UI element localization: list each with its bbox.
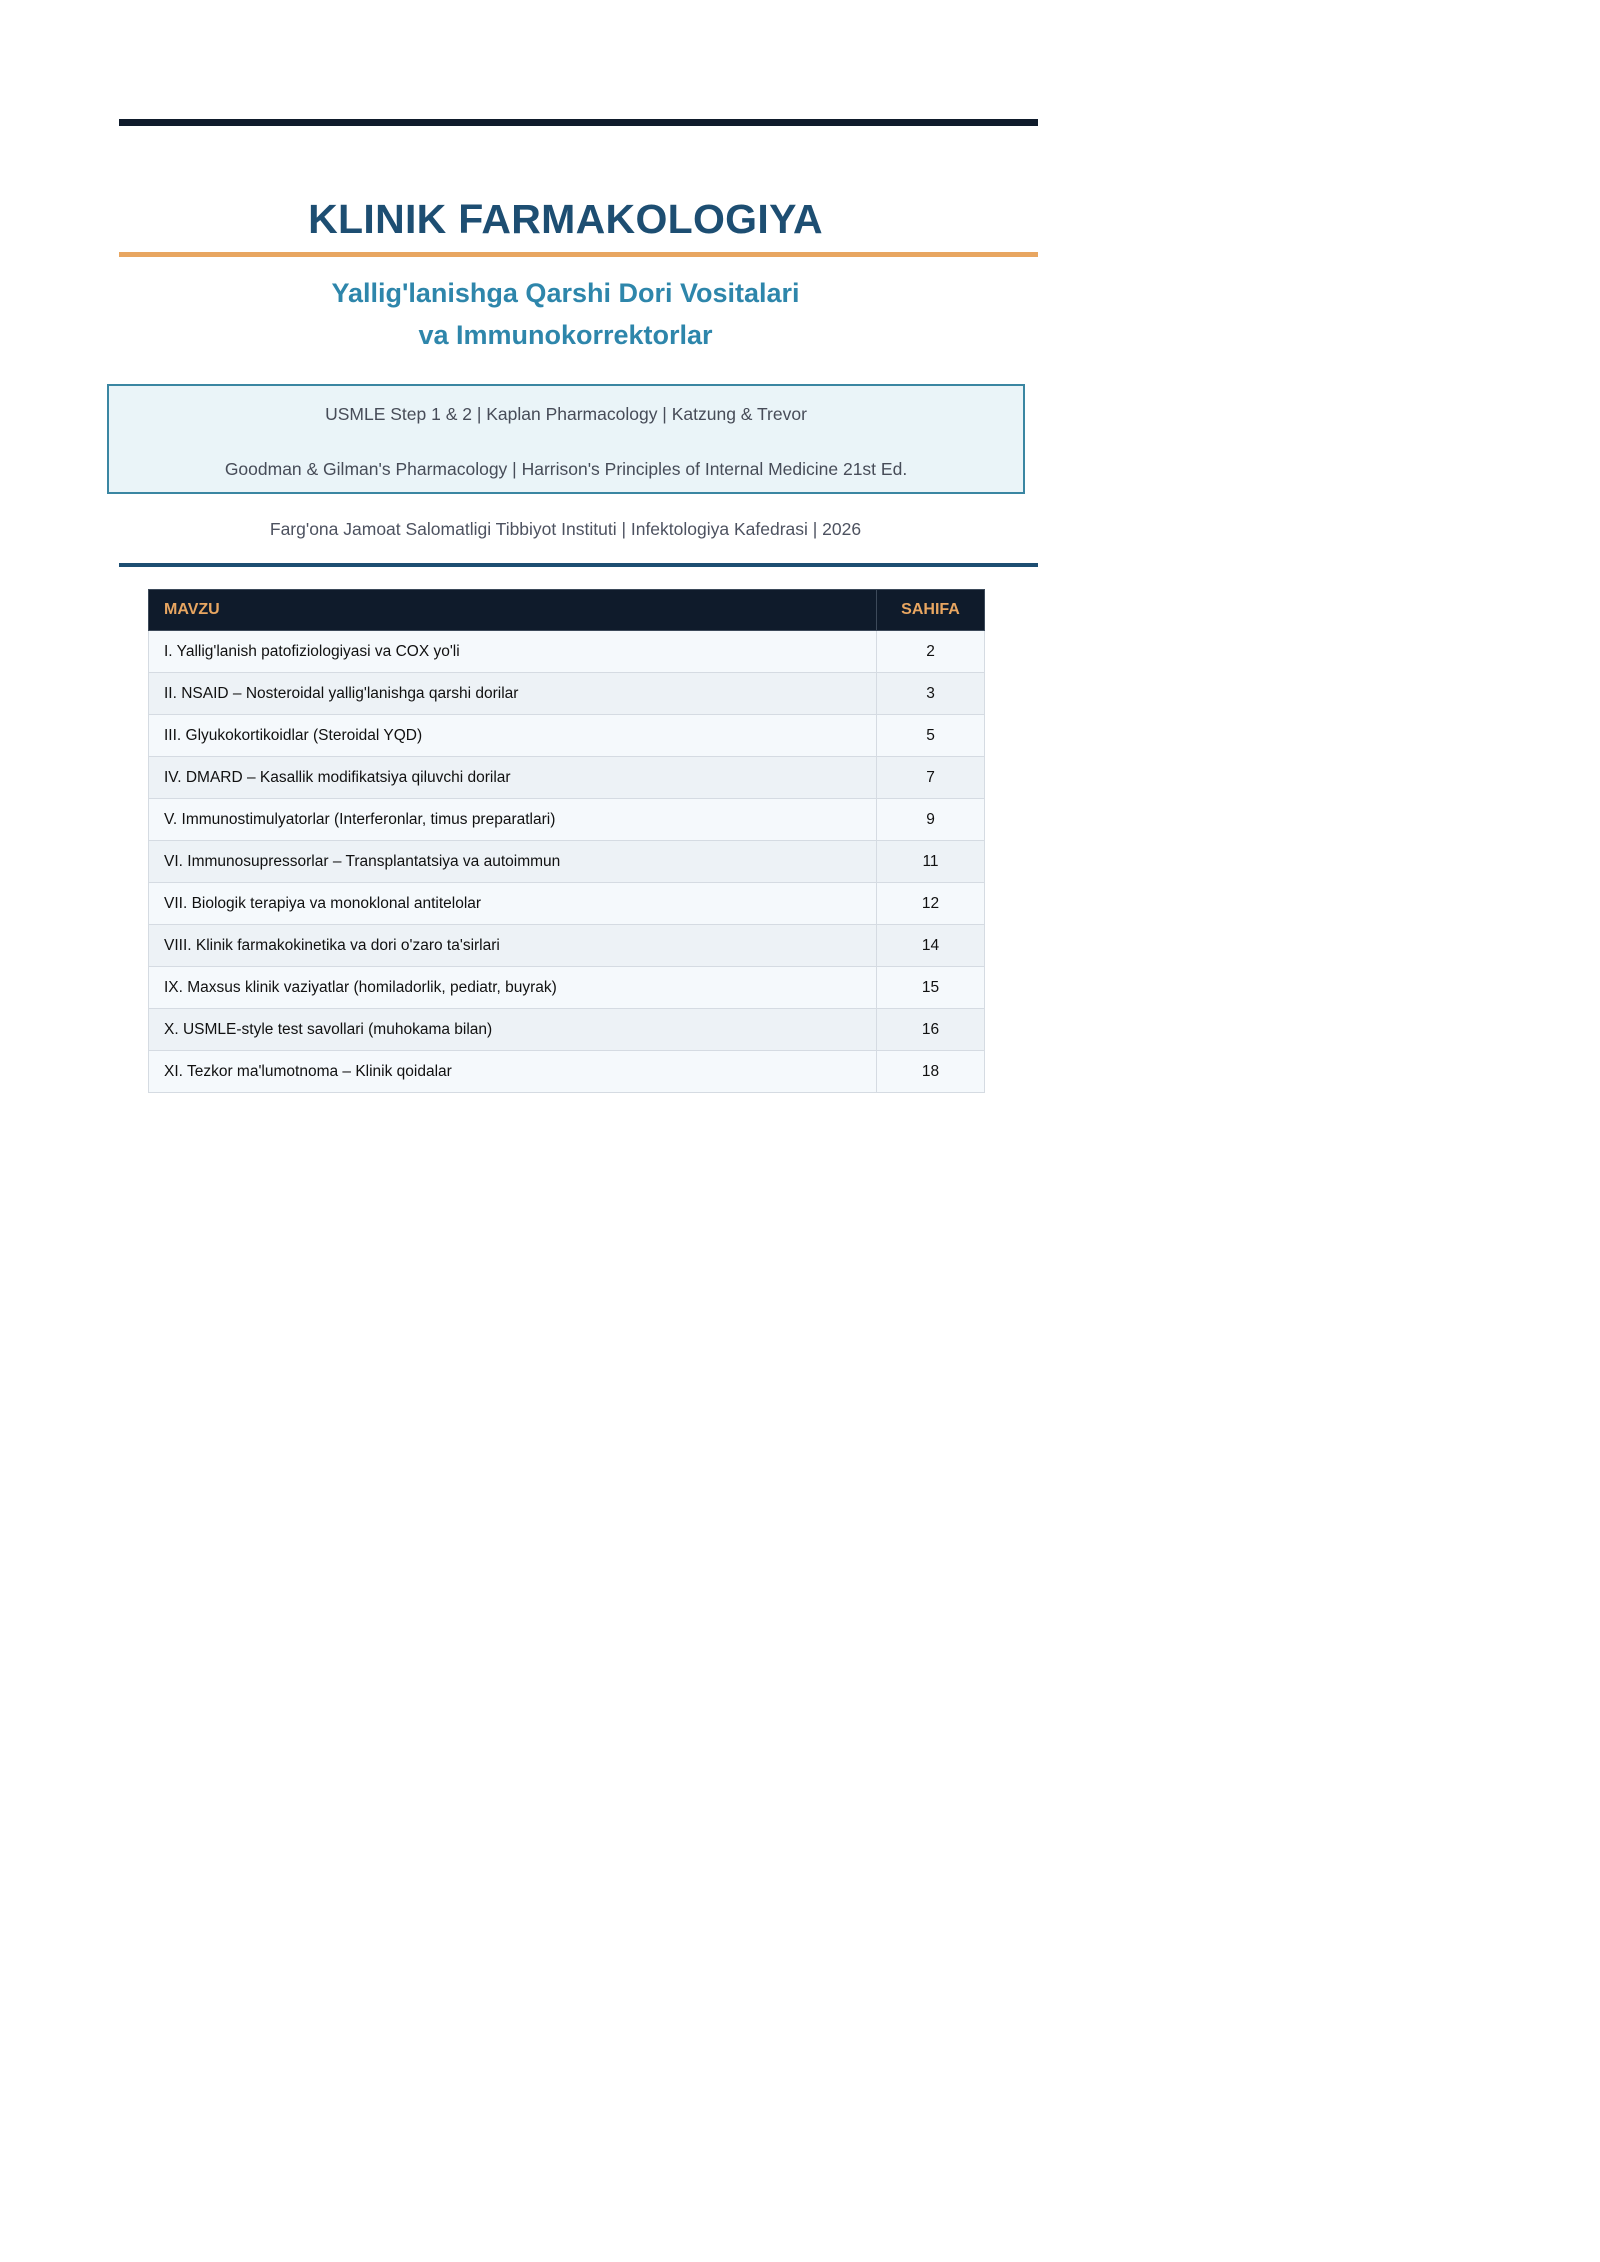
references-line-2: Goodman & Gilman's Pharmacology | Harrison's Principles of Internal Medicine 21st Ed. bbox=[224, 459, 908, 479]
toc-row bbox=[149, 715, 985, 757]
toc-topic: III. Glyukokortikoidlar (Steroidal YQD) bbox=[149, 715, 877, 757]
title-underline bbox=[119, 252, 1038, 257]
toc-row bbox=[149, 967, 985, 1009]
document-subtitle bbox=[0, 272, 1131, 356]
toc-page-number: 16 bbox=[877, 1009, 985, 1051]
toc-row bbox=[149, 841, 985, 883]
institute-line: Farg'ona Jamoat Salomatligi Tibbiyot Instituti | Infektologiya Kafedrasi | 2026 bbox=[269, 519, 862, 539]
toc-row bbox=[149, 925, 985, 967]
subtitle-line-1: Yallig'lanishga Qarshi Dori Vositalari bbox=[331, 278, 800, 308]
toc-topic: X. USMLE-style test savollari (muhokama bilan) bbox=[149, 1009, 877, 1051]
toc-page-number: 3 bbox=[877, 673, 985, 715]
toc-page-number: 5 bbox=[877, 715, 985, 757]
toc-page-number: 9 bbox=[877, 799, 985, 841]
references-line-1: USMLE Step 1 & 2 | Kaplan Pharmacology | Katzung & Trevor bbox=[325, 404, 807, 424]
toc-row bbox=[149, 631, 985, 673]
toc-header-page: SAHIFA bbox=[877, 590, 985, 631]
toc-page-number: 7 bbox=[877, 757, 985, 799]
document-title: KLINIK FARMAKOLOGIYA bbox=[308, 196, 823, 242]
toc-row bbox=[149, 1051, 985, 1093]
toc-topic: V. Immunostimulyatorlar (Interferonlar, timus preparatlari) bbox=[149, 799, 877, 841]
toc-header-topic: MAVZU bbox=[149, 590, 877, 631]
toc-page-number: 2 bbox=[877, 631, 985, 673]
section-divider bbox=[119, 563, 1038, 567]
toc-topic: I. Yallig'lanish patofiziologiyasi va COX yo'li bbox=[149, 631, 877, 673]
toc-row bbox=[149, 757, 985, 799]
toc-topic: IV. DMARD – Kasallik modifikatsiya qiluvchi dorilar bbox=[149, 757, 877, 799]
toc-row bbox=[149, 1009, 985, 1051]
subtitle-line-2: va Immunokorrektorlar bbox=[418, 320, 713, 350]
toc-page-number: 12 bbox=[877, 883, 985, 925]
toc-topic: XI. Tezkor ma'lumotnoma – Klinik qoidalar bbox=[149, 1051, 877, 1093]
toc-row bbox=[149, 799, 985, 841]
toc-header-row bbox=[149, 590, 985, 631]
toc-page-number: 18 bbox=[877, 1051, 985, 1093]
toc-row bbox=[149, 883, 985, 925]
toc-topic: VIII. Klinik farmakokinetika va dori o'zaro ta'sirlari bbox=[149, 925, 877, 967]
toc-topic: IX. Maxsus klinik vaziyatlar (homiladorlik, pediatr, buyrak) bbox=[149, 967, 877, 1009]
toc-body bbox=[149, 631, 985, 1093]
toc-row bbox=[149, 673, 985, 715]
toc-topic: VII. Biologik terapiya va monoklonal antitelolar bbox=[149, 883, 877, 925]
references-box bbox=[107, 384, 1025, 494]
toc-page-number: 15 bbox=[877, 967, 985, 1009]
toc-page-number: 11 bbox=[877, 841, 985, 883]
table-of-contents bbox=[148, 589, 985, 1093]
top-divider bbox=[119, 119, 1038, 126]
toc-page-number: 14 bbox=[877, 925, 985, 967]
toc-topic: VI. Immunosupressorlar – Transplantatsiya va autoimmun bbox=[149, 841, 877, 883]
toc-topic: II. NSAID – Nosteroidal yallig'lanishga qarshi dorilar bbox=[149, 673, 877, 715]
